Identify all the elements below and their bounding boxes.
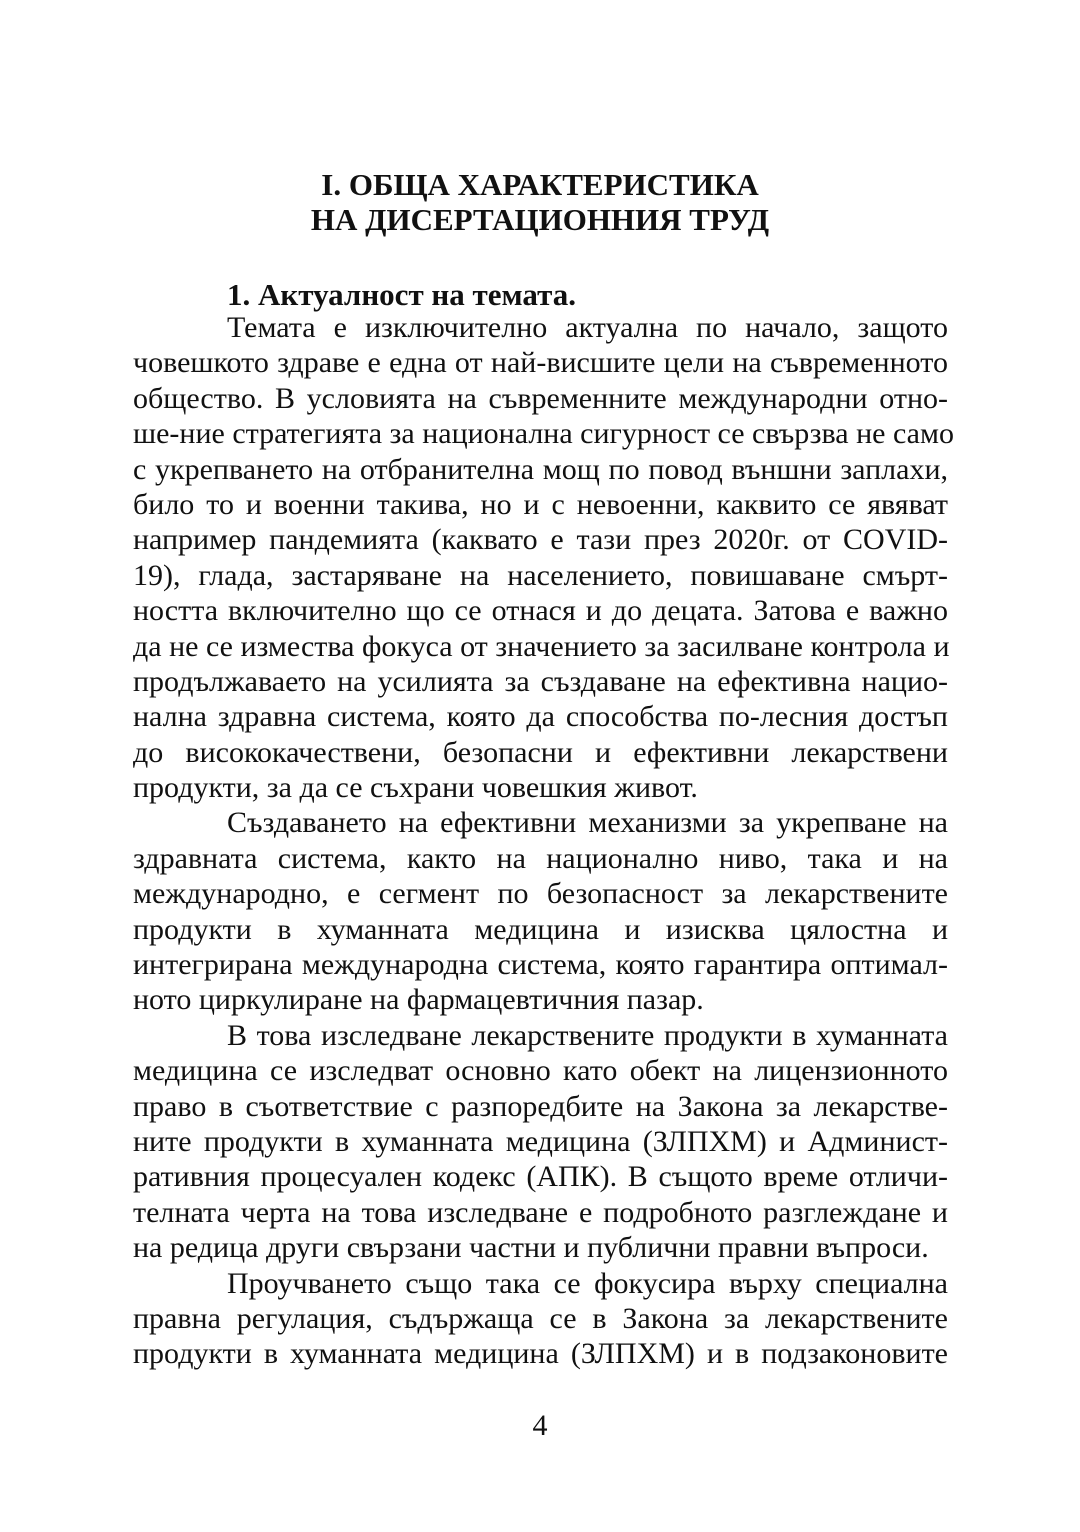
text-line: продукти, за да се съхрани човешкия живот.	[133, 771, 698, 805]
text-line: продължаваето на усилията за създаване на ефективна нацио-	[133, 664, 948, 698]
text-line: Темата е изключително актуална по начало, защото	[227, 311, 948, 344]
text-line: на редица други свързани частни и публични правни въпроси.	[133, 1231, 929, 1265]
text-line: ните продукти в хуманната медицина (ЗЛПХМ) и Админист-	[133, 1124, 948, 1158]
text-line: медицина се изследват основно като обект на лицензионното	[133, 1054, 948, 1088]
text-line: В това изследване лекарствените продукти в хуманната	[227, 1018, 948, 1052]
text-line: международно, е сегмент по безопасност за лекарствените	[133, 877, 948, 911]
text-line: до висококачествени, безопасни и ефективни лекарствени	[133, 735, 948, 769]
text-line: било то и военни такива, но и с невоенни, каквито се явяват	[133, 487, 948, 521]
text-line: правна регулация, съдържаща се в Закона за лекарствените	[133, 1301, 948, 1335]
paragraph	[133, 805, 948, 1017]
text-line: ше-ние стратегията за национална сигурност се свързва не само	[133, 417, 954, 451]
text-line: да не се измества фокуса от значението за засилване контрола и	[133, 629, 950, 663]
paragraph	[133, 1018, 948, 1266]
text-line: човешкото здраве е една от най-висшите цели на съвременното	[133, 346, 948, 380]
text-line: право в съответствие с разпоредбите на Закона за лекарстве-	[133, 1089, 948, 1123]
text-line: Създаването на ефективни механизми за укрепване на	[227, 806, 948, 840]
paragraph	[133, 1266, 948, 1372]
text-line: ративния процесуален кодекс (АПК). В същото време отличи-	[133, 1160, 948, 1194]
paragraph	[133, 310, 954, 805]
body-text	[133, 310, 954, 1372]
page-number: 4	[532, 1409, 548, 1442]
text-line: продукти в хуманната медицина и изисква цялостна и	[133, 912, 948, 946]
section-heading: 1. Актуалност на темата.	[227, 277, 576, 312]
text-line: здравната система, както на национално ниво, така и на	[133, 841, 948, 875]
text-line: ността включително що се отнася и до децата. Затова е важно	[133, 594, 948, 628]
page-title	[0, 167, 1080, 237]
text-line: интегрирана международна система, която гарантира оптимал-	[133, 948, 948, 982]
title-line: НА ДИСЕРТАЦИОННИЯ ТРУД	[310, 202, 770, 237]
text-line: 19), глада, застаряване на населението, повишаване смърт-	[133, 558, 948, 592]
text-line: общество. В условията на съвременните международни отно-	[133, 381, 948, 415]
text-line: Проучването също така се фокусира върху специална	[227, 1266, 948, 1300]
text-line: продукти в хуманната медицина (ЗЛПХМ) и в подзаконовите	[133, 1337, 948, 1371]
text-line: телната черта на това изследване е подробното разглеждане и	[133, 1195, 948, 1229]
text-line: с укрепването на отбранителна мощ по повод външни заплахи,	[133, 452, 948, 486]
text-line: нална здравна система, която да способства по-лесния достъп	[133, 700, 948, 734]
text-line: ното циркулиране на фармацевтичния пазар.	[133, 983, 704, 1017]
title-line: I. ОБЩА ХАРАКТЕРИСТИКА	[321, 167, 759, 202]
text-line: например пандемията (каквато е тази през 2020г. от COVID-	[133, 523, 948, 557]
